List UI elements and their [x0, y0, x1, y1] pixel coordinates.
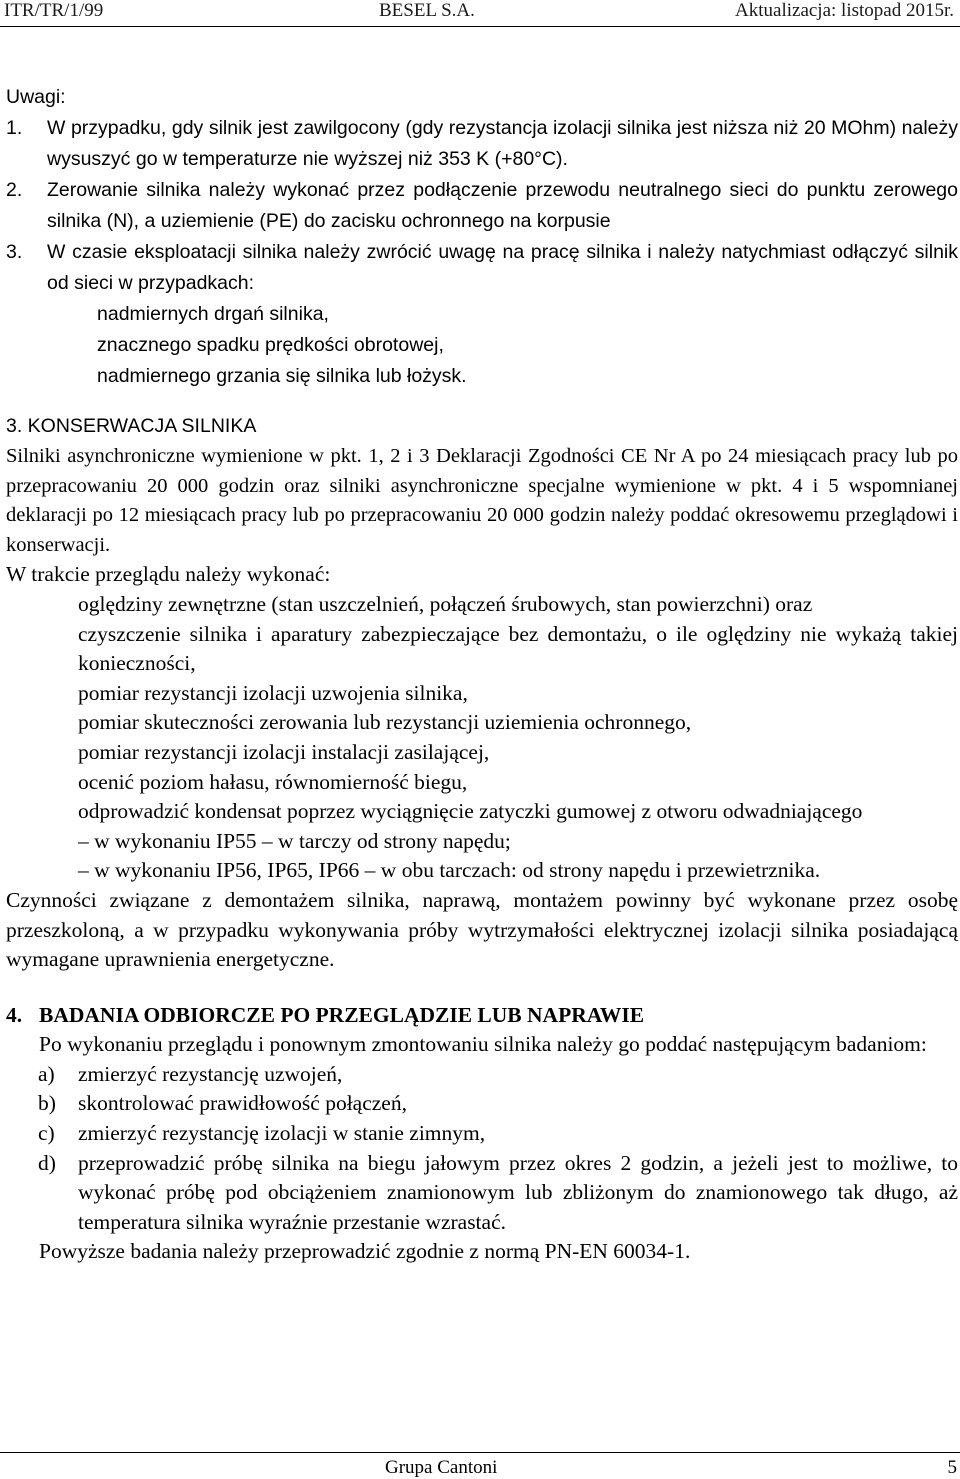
section-3-intro: Silniki asynchroniczne wymienione w pkt. 1, 2 i 3 Deklaracji Zgodności CE Nr A po 24 miesiącach pracy lub po przepracowaniu 20 000 godzin oraz silniki asynchroniczne specjalne wymienione w pkt. 4 i 5 wspomnianej deklaracji po 12 miesiącach pracy lub po przepracowaniu 20 000 godzin należy poddać okresowemu przeglądowi i konserwacji.	[6, 445, 958, 556]
note-text: Zerowanie silnika należy wykonać przez podłączenie przewodu neutralnego sieci do punktu zerowego silnika (N), a uziemienie (PE) do zacisku ochronnego na korpusie	[47, 179, 958, 232]
task-item: pomiar skuteczności zerowania lub rezystancji uziemienia ochronnego,	[78, 710, 692, 735]
test-item-label: b)	[38, 1091, 56, 1116]
test-item	[6, 1149, 958, 1238]
task-item: oględziny zewnętrzne (stan uszczelnień, połączeń śrubowych, stan powierzchni) oraz	[78, 591, 813, 616]
test-item	[6, 1089, 958, 1119]
doc-code: ITR/TR/1/99	[4, 0, 104, 21]
task-item: odprowadzić kondensat poprzez wyciągnięcie zatyczki gumowej z otworu odwadniającego	[78, 799, 863, 824]
note-item	[6, 175, 958, 237]
section-4-intro: Po wykonaniu przeglądu i ponownym zmontowaniu silnika należy go poddać następującym badaniom:	[39, 1032, 927, 1057]
page-number: 5	[947, 1457, 957, 1478]
test-item-label: a)	[38, 1061, 55, 1086]
test-item-label: d)	[38, 1150, 56, 1175]
test-item	[6, 1119, 958, 1149]
header-divider	[0, 26, 960, 27]
dash-item: – w wykonaniu IP56, IP65, IP66 – w obu tarczach: od strony napędu i przewietrznika.	[78, 858, 821, 883]
note-item	[6, 113, 958, 175]
test-item-text: zmierzyć rezystancję uzwojeń,	[78, 1061, 343, 1086]
test-item-label: c)	[38, 1121, 55, 1146]
page-header	[0, 0, 960, 22]
note-text: W czasie eksploatacji silnika należy zwrócić uwagę na pracę silnika i należy natychmiast odłączyć silnik od sieci w przypadkach:	[47, 241, 958, 294]
note-number: 2.	[6, 179, 23, 201]
section-4-heading: BADANIA ODBIORCZE PO PRZEGLĄDZIE LUB NAPRAWIE	[39, 1002, 645, 1027]
update-date: Aktualizacja: listopad 2015r.	[735, 0, 954, 21]
section-4-number: 4.	[6, 1002, 23, 1027]
footer-company: Grupa Cantoni	[385, 1457, 498, 1478]
notes-title: Uwagi:	[6, 86, 66, 108]
test-item	[6, 1060, 958, 1090]
section-3-closing: Czynności związane z demontażem silnika, naprawą, montażem powinny być wykonane przez osobę przeszkoloną, a w przypadku wykonywania próby wytrzymałości elektrycznej izolacji silnika posiadającą wymagane uprawnienia energetyczne.	[6, 887, 958, 972]
task-item: pomiar rezystancji izolacji instalacji zasilającej,	[78, 739, 490, 764]
note-subitem: nadmiernego grzania się silnika lub łożysk.	[97, 365, 467, 387]
task-item: ocenić poziom hałasu, równomierność biegu,	[78, 769, 468, 794]
test-item-text: skontrolować prawidłowość połączeń,	[78, 1091, 407, 1116]
section-4-heading-row	[6, 1001, 958, 1031]
company-name: BESEL S.A.	[379, 0, 475, 21]
section-4-closing: Powyższe badania należy przeprowadzić zgodnie z normą PN-EN 60034-1.	[39, 1239, 691, 1264]
page-body	[6, 82, 958, 1267]
section-3-heading: 3. KONSERWACJA SILNIKA	[6, 415, 257, 437]
dash-item: – w wykonaniu IP55 – w tarczy od strony napędu;	[78, 828, 511, 853]
note-item	[6, 237, 958, 299]
footer-divider	[0, 1452, 960, 1453]
section-4	[6, 1001, 958, 1267]
notes-block	[6, 82, 958, 392]
section-3-body	[6, 442, 958, 975]
section-3-lead: W trakcie przeglądu należy wykonać:	[6, 562, 331, 587]
note-number: 3.	[6, 241, 23, 263]
note-subitem: nadmiernych drgań silnika,	[97, 303, 329, 325]
task-item: czyszczenie silnika i aparatury zabezpieczające bez demontażu, o ile oględziny nie wykażą takiej konieczności,	[78, 621, 958, 676]
section-3	[6, 411, 958, 442]
note-subitem: znacznego spadku prędkości obrotowej,	[97, 334, 444, 356]
test-item-text: zmierzyć rezystancję izolacji w stanie zimnym,	[78, 1121, 486, 1146]
note-number: 1.	[6, 117, 23, 139]
task-item: pomiar rezystancji izolacji uzwojenia silnika,	[78, 680, 468, 705]
test-item-text: przeprowadzić próbę silnika na biegu jałowym przez okres 2 godzin, a jeżeli jest to możliwe, to wykonać próbę pod obciążeniem znamionowym lub zbliżonym do znamionowego tak długo, aż temperatura silnika wyraźnie przestanie wzrastać.	[78, 1150, 958, 1234]
note-text: W przypadku, gdy silnik jest zawilgocony (gdy rezystancja izolacji silnika jest niższa niż 20 MOhm) należy wysuszyć go w temperaturze nie wyższej niż 353 K (+80°C).	[47, 117, 958, 170]
